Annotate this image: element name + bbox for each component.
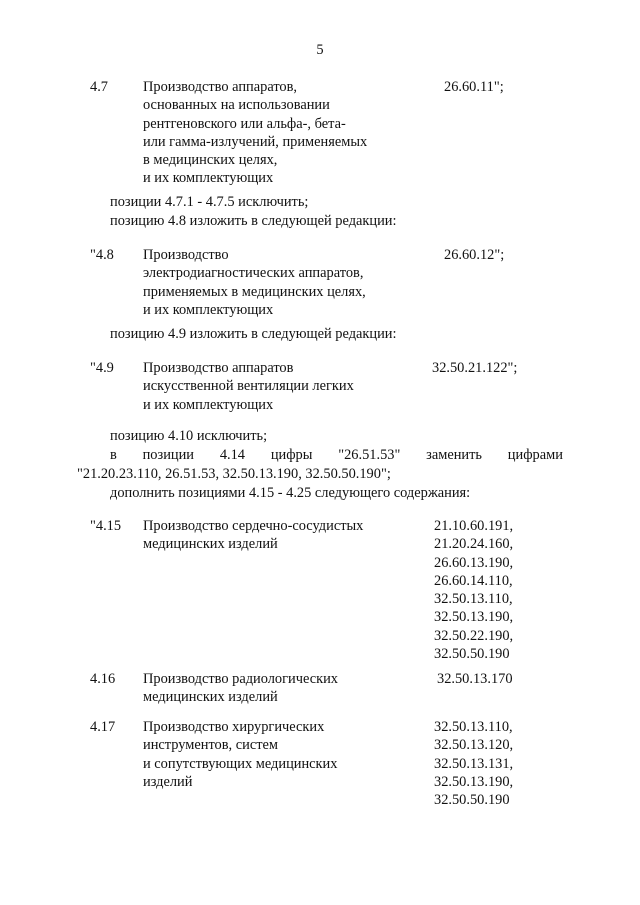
justified-word: цифры <box>270 447 313 463</box>
justified-word: заменить <box>426 447 482 463</box>
entry-codes <box>444 246 504 264</box>
okved-code: 21.20.24.160, <box>434 536 514 553</box>
description-line: Производство <box>143 247 229 263</box>
entry-description <box>143 517 413 554</box>
okved-code: 32.50.22.190, <box>434 627 514 644</box>
okved-code: 32.50.13.110, <box>434 591 513 608</box>
instruction-exclude-4-10: позицию 4.10 исключить; <box>110 428 268 444</box>
entry-codes <box>437 670 513 688</box>
description-line: и сопутствующих медицинских <box>143 755 338 772</box>
instruction-edit-4-8: позицию 4.8 изложить в следующей редакции: <box>110 213 397 229</box>
description-line: применяемых в медицинских целях, <box>143 283 366 300</box>
instruction-exclude-4-7-1: позиции 4.7.1 - 4.7.5 исключить; <box>110 194 309 210</box>
description-line: и их комплектующих <box>143 170 274 187</box>
description-line: и их комплектующих <box>143 301 274 318</box>
description-line: и их комплектующих <box>143 396 274 413</box>
description-line: медицинских изделий <box>143 689 278 706</box>
instruction-replace-4-14 <box>110 446 563 464</box>
description-line: инструментов, систем <box>143 737 279 754</box>
entry-codes <box>432 359 517 377</box>
entry-number: 4.17 <box>90 719 116 735</box>
description-line: Производство сердечно-сосудистых <box>143 518 364 534</box>
okved-code: 26.60.11"; <box>444 79 504 95</box>
entry-description <box>143 78 413 188</box>
justified-word: позиции <box>142 447 194 463</box>
justified-word: "26.51.53" <box>338 447 401 463</box>
entry-description <box>143 670 413 707</box>
entry-description <box>143 718 413 791</box>
description-line: изделий <box>143 773 193 790</box>
okved-code: 32.50.13.120, <box>434 737 514 754</box>
entry-description <box>143 246 413 319</box>
okved-code: 32.50.13.170 <box>437 671 513 687</box>
okved-code: 32.50.50.190 <box>434 646 510 663</box>
entry-codes <box>434 517 513 663</box>
okved-code: 32.50.13.110, <box>434 719 513 735</box>
description-line: Производство аппаратов <box>143 360 294 376</box>
description-line: Производство радиологических <box>143 671 338 687</box>
justified-word: 4.14 <box>219 447 245 463</box>
okved-code: 26.60.12"; <box>444 247 505 263</box>
description-line: электродиагностических аппаратов, <box>143 265 364 282</box>
description-line: Производство аппаратов, <box>143 79 298 95</box>
instruction-edit-4-9: позицию 4.9 изложить в следующей редакции: <box>110 326 397 342</box>
okved-code: 32.50.50.190 <box>434 792 510 809</box>
instruction-replace-4-14-continued: "21.20.23.110, 26.51.53, 32.50.13.190, 32.50.50.190"; <box>77 466 391 482</box>
okved-code: 32.50.13.131, <box>434 755 514 772</box>
okved-code: 26.60.14.110, <box>434 572 513 589</box>
description-line: искусственной вентиляции легких <box>143 378 354 395</box>
okved-code: 32.50.13.190, <box>434 773 514 790</box>
description-line: в медицинских целях, <box>143 152 278 169</box>
okved-code: 26.60.13.190, <box>434 554 514 571</box>
description-line: или гамма-излучений, применяемых <box>143 133 368 150</box>
description-line: Производство хирургических <box>143 719 325 735</box>
entry-number: "4.9 <box>90 360 114 376</box>
okved-code: 21.10.60.191, <box>434 518 514 534</box>
entry-number: "4.15 <box>90 518 122 534</box>
instruction-add-4-15-4-25: дополнить позициями 4.15 - 4.25 следующего содержания: <box>110 485 471 501</box>
description-line: основанных на использовании <box>143 97 330 114</box>
okved-code: 32.50.13.190, <box>434 609 514 626</box>
description-line: медицинских изделий <box>143 536 278 553</box>
description-line: рентгеновского или альфа-, бета- <box>143 115 346 132</box>
okved-code: 32.50.21.122"; <box>432 360 518 376</box>
entry-number: 4.7 <box>90 79 108 95</box>
justified-word: в <box>110 447 117 463</box>
entry-codes <box>434 718 513 809</box>
justified-word: цифрами <box>507 447 563 463</box>
entry-number: 4.16 <box>90 671 116 687</box>
entry-description <box>143 359 413 414</box>
entry-number: "4.8 <box>90 247 114 263</box>
page-number: 5 <box>316 42 324 58</box>
entry-codes <box>444 78 504 96</box>
